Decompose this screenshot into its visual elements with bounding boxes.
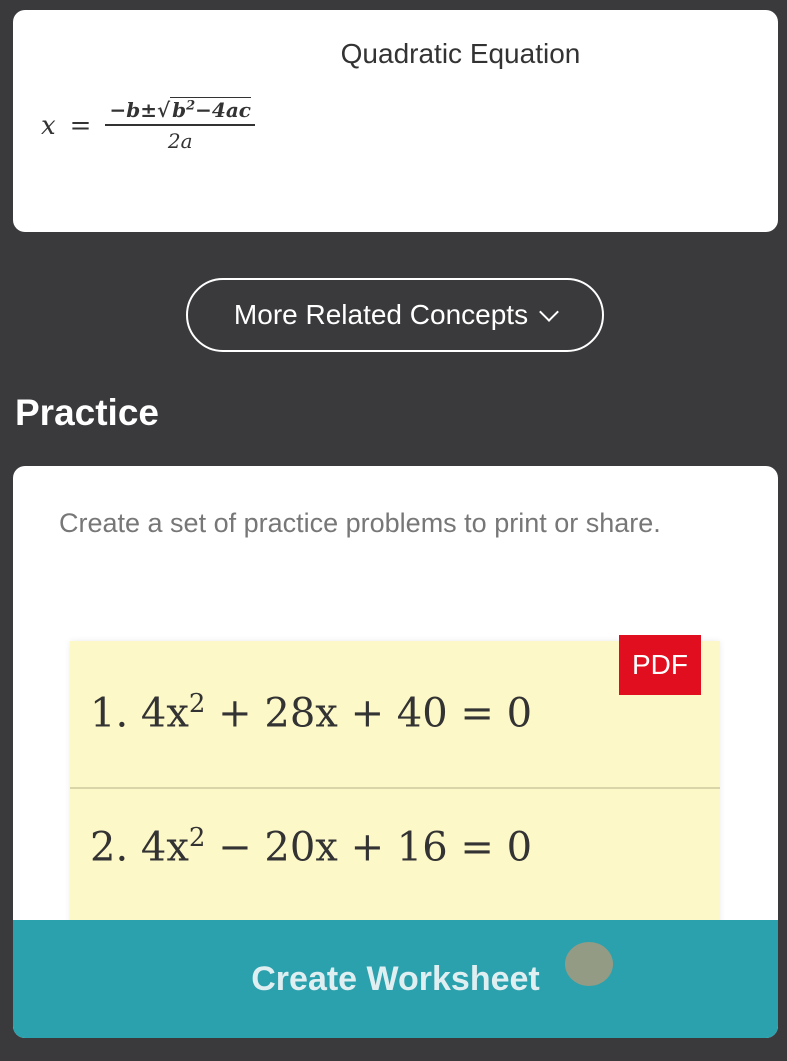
quadratic-formula [41, 98, 255, 153]
problem-exponent: 2 [188, 689, 206, 719]
problem-number: 2. [90, 824, 129, 871]
problem-2 [90, 823, 532, 870]
more-related-concepts-button[interactable] [186, 278, 604, 352]
create-worksheet-button[interactable]: Create Worksheet [13, 920, 778, 1038]
radicand-exponent: 2 [186, 98, 196, 114]
practice-description: Create a set of practice problems to print or share. [59, 508, 661, 538]
formula-denominator: 2a [167, 129, 193, 153]
sqrt-symbol: √ [156, 98, 171, 122]
radicand [170, 97, 251, 122]
more-related-concepts-label: More Related Concepts [233, 299, 529, 330]
formula-fraction [105, 98, 255, 153]
radicand-rest: −4ac [195, 98, 251, 122]
practice-card [13, 466, 778, 1038]
formula-title: Quadratic Equation [340, 38, 581, 69]
problem-divider [70, 787, 720, 789]
problem-1 [90, 689, 532, 736]
problem-exponent: 2 [188, 823, 206, 853]
formula-numerator [105, 98, 255, 126]
problem-rest: − 20x + 16 = 0 [218, 824, 533, 871]
problem-coefficient: 4x [140, 824, 189, 871]
touch-indicator [565, 942, 613, 986]
problem-rest: + 28x + 40 = 0 [218, 690, 533, 737]
problem-number: 1. [90, 690, 129, 737]
formula-card [13, 10, 778, 232]
formula-lhs: x [41, 110, 56, 141]
formula-equals: = [69, 110, 92, 141]
radicand-base: b [172, 98, 187, 122]
chevron-down-icon [539, 302, 559, 322]
worksheet-preview[interactable] [70, 641, 720, 941]
numerator-prefix: −b± [109, 98, 157, 122]
practice-heading: Practice [15, 392, 159, 433]
pdf-badge: PDF [619, 635, 701, 695]
problem-coefficient: 4x [140, 690, 189, 737]
